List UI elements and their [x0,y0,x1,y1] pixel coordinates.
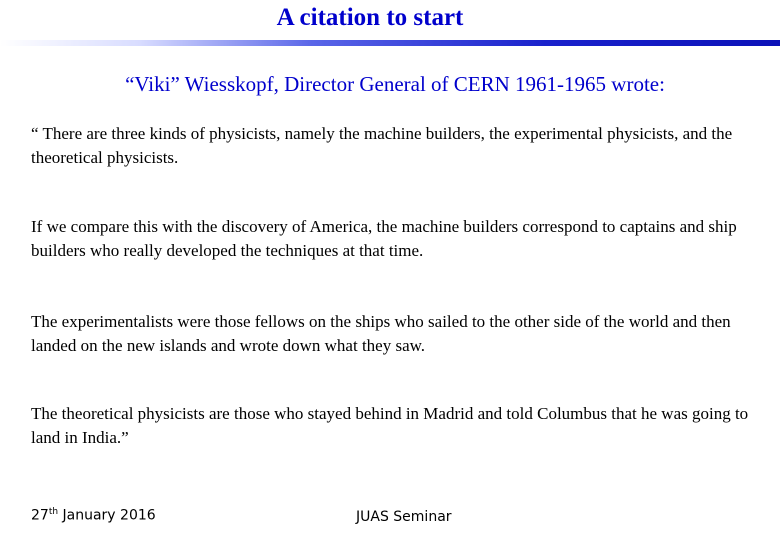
citation-attribution: “Viki” Wiesskopf, Director General of CERN 1961-1965 wrote: [125,72,665,96]
quote-paragraph-1: “ There are three kinds of physicists, namely the machine builders, the experimental physicists, and the theoretical physicists. [31,124,733,167]
quote-paragraph-4: The theoretical physicists are those who stayed behind in Madrid and told Columbus that he was going to land in India.” [31,404,749,447]
footer-seminar-label: JUAS Seminar [356,509,452,525]
quote-paragraph-3: The experimentalists were those fellows on the ships who sailed to the other side of the world and then landed on the new islands and wrote down what they saw. [31,312,731,355]
footer-date-suffix: th [48,507,59,517]
footer-date-rest: January 2016 [58,507,156,524]
footer-date-day: 27 [31,507,49,524]
footer-date [31,507,156,524]
slide-title: A citation to start [276,4,464,31]
title-divider [0,40,780,46]
quote-paragraph-2: If we compare this with the discovery of America, the machine builders correspond to captains and ship builders who really developed the techniques at that time. [31,217,737,260]
